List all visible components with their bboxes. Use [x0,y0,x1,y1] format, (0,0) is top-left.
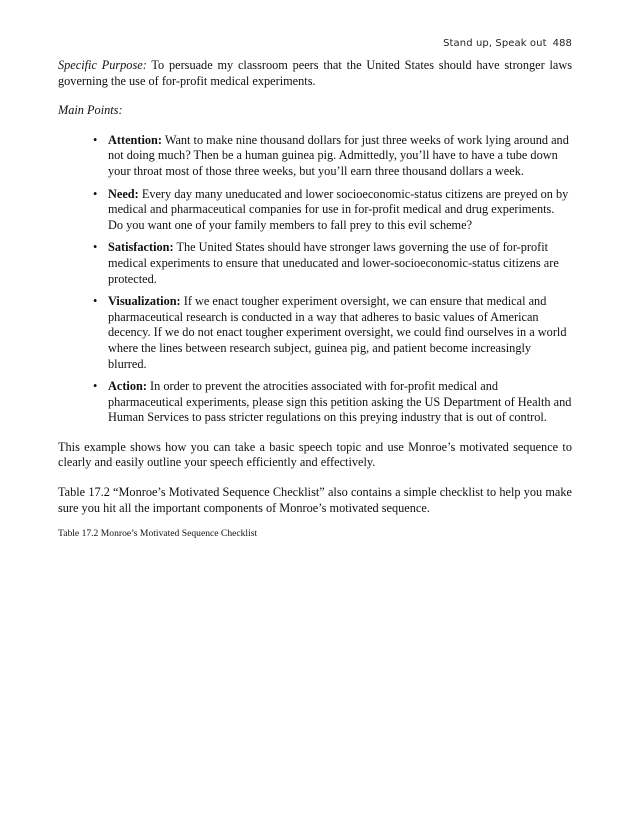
bullet-icon: • [93,379,98,394]
bullet-icon: • [93,240,98,255]
specific-purpose-text: To persuade my classroom peers that the United States should have stronger laws governing the use of for-profit medical experiments. [58,58,573,88]
point-term: Need: [108,186,139,201]
page-number: 488 [552,38,572,49]
example-paragraph: This example shows how you can take a basic speech topic and use Monroe’s motivated sequence to clearly and easily outline your speech efficiently and effectively. [58,439,572,470]
bullet-icon: • [93,132,98,147]
book-title: Stand up, Speak out [443,38,547,49]
specific-purpose-label: Specific Purpose: [58,58,147,72]
point-term: Satisfaction: [108,240,174,255]
point-text: If we enact tougher experiment oversight, we can ensure that medical and pharmaceutical research is conducted in a way that adheres to basic values of American decency. If we do not enact tougher experiment oversight, we could find ourselves in a world where the lines between research subject, guinea pig, and patient become increasingly blurred. [108,294,567,371]
specific-purpose-paragraph [58,58,572,89]
table-caption: Table 17.2 Monroe’s Motivated Sequence Checklist [58,528,258,540]
list-item-satisfaction [93,240,572,287]
main-points-heading: Main Points: [58,103,123,118]
point-term: Visualization: [108,294,181,309]
point-term: Action: [108,379,147,394]
bullet-icon: • [93,294,98,309]
point-term: Attention: [108,132,162,147]
point-text: The United States should have stronger laws governing the use of for-profit medical experiments to ensure that uneducated and lower-socioeconomic-status citizens are protected. [108,240,559,286]
list-item-attention [93,133,572,180]
list-item-need [93,187,572,234]
list-item-action [93,379,572,426]
main-points-list [58,133,572,426]
point-text: Every day many uneducated and lower socioeconomic-status citizens are preyed on by medical and pharmaceutical companies for use in for-profit medical and drug experiments. Do you want one of your family members to fall prey to this evil scheme? [108,186,569,232]
list-item-visualization [93,294,572,372]
running-header [443,38,572,49]
table-reference-paragraph: Table 17.2 “Monroe’s Motivated Sequence Checklist” also contains a simple checklist to help you make sure you hit all the important components of Monroe’s motivated sequence. [58,485,572,515]
body-content [58,58,572,540]
point-text: Want to make nine thousand dollars for just three weeks of work lying around and not doing much? Then be a human guinea pig. Admittedly, you’ll have to have a tube down your throat most of those three weeks, but you’ll earn three thousand dollars a week. [108,132,569,178]
point-text: In order to prevent the atrocities associated with for-profit medical and pharmaceutical experiments, please sign this petition asking the US Department of Health and Human Services to pass stricter regulations on this preying industry that is out of control. [108,379,572,425]
bullet-icon: • [93,186,98,201]
